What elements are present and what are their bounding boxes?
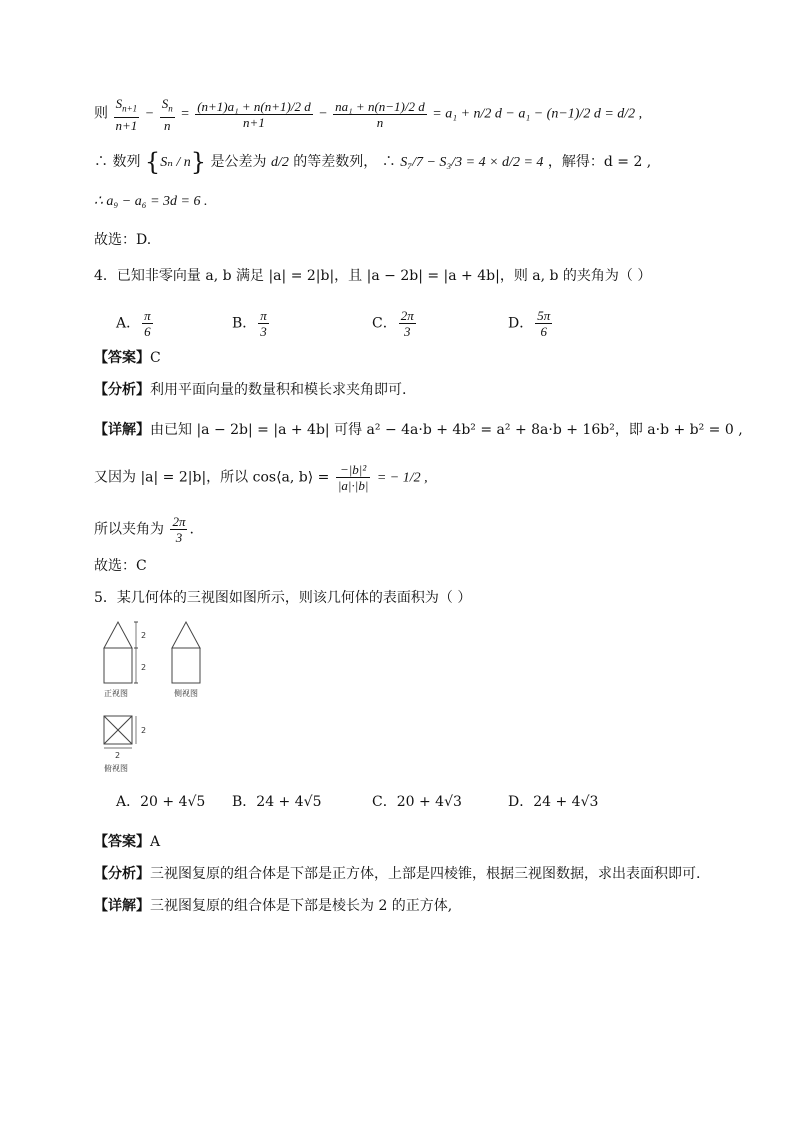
dim-label-b: 2 xyxy=(141,663,147,672)
front-view xyxy=(104,622,138,683)
q4-option-b: B． $\frac{\pi}{3}$ xyxy=(232,308,267,339)
q5-answer: 【答案】A xyxy=(94,834,161,850)
s7-s3-expression: S₇/7 − S₃/3 = 4 × d/2 = 4 xyxy=(400,155,544,170)
q5-option-b: B．24 + 4√5 xyxy=(232,794,322,810)
three-view-figure xyxy=(96,618,216,778)
equation-arithmetic-sequence: ∴ 数列 {Sₙ / n} 是公差为 d/2 的等差数列， ∴ S₇/7 − S₃/3 = 4 × d/2 = 4 ，解得：d = 2 , xyxy=(94,148,652,176)
seq-term: Sₙ / n xyxy=(160,155,191,170)
cos-fraction: $\frac{\text{−|b|²}}{|a|\cdot|b|}$ xyxy=(337,462,369,493)
lead-text: 则 xyxy=(94,106,108,122)
q5-option-c: C．20 + 4√3 xyxy=(372,794,462,810)
fraction-s-n: $\frac{S_n}{n}$ xyxy=(161,96,173,133)
q4-detail-3: 所以夹角为 $\frac{2\pi}{3}$ . xyxy=(94,514,194,545)
fraction-sum-n: $\frac{\text{na₁ + n(n−1)/2 d}}{n}$ xyxy=(335,98,425,130)
front-view-label: 正视图 xyxy=(104,689,128,698)
side-view xyxy=(172,622,200,683)
selection-q3: 故选：D. xyxy=(94,232,152,248)
top-view-label: 俯视图 xyxy=(104,764,128,773)
q5-detail: 【详解】三视图复原的组合体是下部是棱长为 2 的正方体, xyxy=(94,898,453,914)
top-view xyxy=(104,716,136,748)
q5-option-a: A．20 + 4√5 xyxy=(116,794,206,810)
fraction-s-n1: $\frac{S_{n+1}}{n+1}$ xyxy=(115,96,138,133)
q4-detail-1: 【详解】由已知 |a − 2b| = |a + 4b| 可得 a² − 4a·b + 4b² = a² + 8a·b + 16b²，即 a·b + b² = 0 , xyxy=(94,422,743,438)
q4-answer: 【答案】C xyxy=(94,350,161,366)
dim-label-d: 2 xyxy=(115,751,121,760)
equation-sn-difference: 则 $\frac{S_{n+1}}{n+1}$ − $\frac{S_n}{n}$ = $\frac{\text{(n+1)a₁ + n(n+1)/2 d}}{n+1}$ − $\frac{\text{na₁ + n(n−1)/2 d}}{n}$ = a₁ + n/2 d − a₁ − (n−1)/2 d = d/2 , xyxy=(94,96,643,133)
angle-fraction: $\frac{2\pi}{3}$ xyxy=(172,514,186,545)
q5-stem: 5．某几何体的三视图如图所示，则该几何体的表面积为（ ） xyxy=(94,590,472,606)
common-difference: d/2 xyxy=(270,155,289,170)
fraction-sum-n1: $\frac{\text{(n+1)a₁ + n(n+1)/2 d}}{n+1}$ xyxy=(197,98,311,130)
q4-option-d: D． $\frac{5\pi}{6}$ xyxy=(508,308,551,339)
q5-analysis: 【分析】三视图复原的组合体是下部是正方体，上部是四棱锥，根据三视图数据，求出表面积即可. xyxy=(94,866,701,882)
equation-a9-a6: ∴ a₉ − a₆ = 3d = 6 . xyxy=(94,194,208,209)
q4-detail-2: 又因为 |a| = 2|b|，所以 cos⟨a, b⟩ = $\frac{\text{−|b|²}}{|a|\cdot|b|}$ = − 1/2 , xyxy=(94,462,428,493)
q4-option-a: A． $\frac{\pi}{6}$ xyxy=(116,308,151,339)
q5-option-d: D．24 + 4√3 xyxy=(508,794,599,810)
dim-label-a: 2 xyxy=(141,631,147,640)
dim-label-c: 2 xyxy=(141,726,147,735)
q4-select: 故选：C xyxy=(94,558,147,574)
q4-stem: 4．已知非零向量 a, b 满足 |a| = 2|b|，且 |a − 2b| = |a + 4b|，则 a, b 的夹角为（ ） xyxy=(94,268,652,284)
q4-option-c: C． $\frac{2\pi}{3}$ xyxy=(372,308,414,339)
side-view-label: 侧视图 xyxy=(174,689,198,698)
q4-analysis: 【分析】利用平面向量的数量积和模长求夹角即可. xyxy=(94,382,407,398)
equation-tail: = a₁ + n/2 d − a₁ − (n−1)/2 d = d/2 , xyxy=(432,106,643,122)
